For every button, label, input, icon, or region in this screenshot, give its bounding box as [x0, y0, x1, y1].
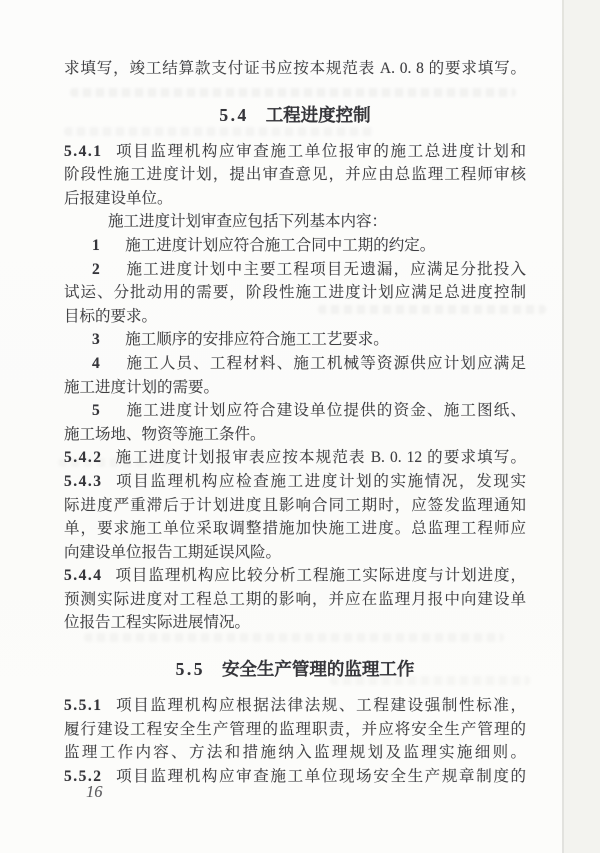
- line-text: 施工进度计划应符合建设单位提供的资金、施工图纸、: [125, 402, 526, 420]
- text-line: [64, 423, 526, 447]
- clause-number: 5.4.4: [64, 567, 103, 585]
- line-text: 项目监理机构应审查施工单位现场安全生产规章制度的: [114, 767, 526, 785]
- line-text: 项目监理机构应比较分析工程施工实际进度与计划进度，: [114, 567, 526, 585]
- line-text: 试运、分批动用的需要，阶段性施工进度计划应满足总进度控制: [64, 284, 526, 302]
- text-line: [64, 328, 526, 352]
- line-text: 项目监理机构应审查施工单位报审的施工总进度计划和: [114, 142, 526, 160]
- text-line: [64, 564, 526, 588]
- line-text: 目标的要求。: [64, 307, 158, 325]
- page-edge-strip: [564, 0, 600, 853]
- text-line: [64, 494, 526, 518]
- heading-title: 安全生产管理的监理工作: [221, 659, 415, 680]
- line-text: 施工人员、工程材料、施工机械等资源供应计划应满足: [125, 354, 526, 372]
- text-line: [64, 399, 526, 423]
- line-text: 后报建设单位。: [64, 189, 173, 207]
- text-line: [64, 446, 526, 470]
- line-text: 阶段性施工进度计划，提出审查意见，并应由总监理工程师审核: [64, 166, 526, 184]
- text-line: [64, 352, 526, 376]
- line-text: 向建设单位报告工期延误风险。: [64, 543, 282, 561]
- text-line: [64, 57, 526, 81]
- clause-number: 5.4.2: [64, 449, 103, 467]
- text-line: [64, 694, 526, 718]
- line-text: 施工进度计划应符合施工合同中工期的约定。: [125, 236, 436, 254]
- page-edge-line: [562, 0, 564, 853]
- clause-number: 5.5.1: [64, 697, 103, 715]
- line-text: 监理工作内容、方法和措施纳入监理规划及监理实施细则。: [64, 744, 526, 762]
- section-heading: [64, 657, 526, 681]
- heading-number: 5.4: [219, 104, 249, 125]
- line-text: 施工进度计划报审表应按本规范表 B. 0. 12 的要求填写。: [114, 449, 526, 467]
- line-text: 施工顺序的安排应符合施工工艺要求。: [125, 331, 389, 349]
- text-line: [64, 281, 526, 305]
- line-text: 施工进度计划的需要。: [64, 378, 220, 396]
- text-line: [64, 588, 526, 612]
- text-line: [64, 234, 526, 258]
- page-body: [64, 57, 526, 788]
- line-text: 际进度严重滞后于计划进度且影响合同工期时，应签发监理通知: [64, 496, 526, 514]
- clause-number: 5.5.2: [64, 767, 103, 785]
- section-heading: [64, 103, 526, 127]
- line-text: 单，要求施工单位采取调整措施加快施工进度。总监理工程师应: [64, 520, 526, 538]
- text-line: [64, 376, 526, 400]
- text-line: [64, 305, 526, 329]
- clause-number: 5.4.1: [64, 142, 103, 160]
- page-number: 16: [86, 782, 103, 801]
- item-number: 4: [92, 354, 102, 372]
- text-line: [64, 470, 526, 494]
- line-text: 履行建设工程安全生产管理的监理职责，并应将安全生产管理的: [64, 720, 526, 738]
- line-text: 施工场地、物资等施工条件。: [64, 425, 266, 443]
- item-number: 2: [92, 260, 102, 278]
- line-text: 施工进度计划审查应包括下列基本内容：: [108, 213, 388, 231]
- line-text: 施工进度计划中主要工程项目无遗漏，应满足分批投入: [125, 260, 526, 278]
- text-line: [64, 541, 526, 565]
- text-line: [64, 517, 526, 541]
- text-line: [64, 741, 526, 765]
- text-line: [64, 163, 526, 187]
- text-line: [64, 140, 526, 164]
- text-line: [64, 765, 526, 789]
- text-line: [64, 187, 526, 211]
- item-number: 5: [92, 402, 102, 420]
- item-number: 1: [92, 236, 102, 254]
- text-line: [64, 611, 526, 635]
- clause-number: 5.4.3: [64, 472, 103, 490]
- line-text: 预测实际进度对工程总工期的影响，并应在监理月报中向建设单: [64, 590, 526, 608]
- line-text: 位报告工程实际进展情况。: [64, 614, 251, 632]
- text-line: [64, 718, 526, 742]
- line-text: 项目监理机构应根据法律法规、工程建设强制性标准，: [114, 697, 526, 715]
- heading-title: 工程进度控制: [265, 104, 371, 125]
- heading-number: 5.5: [175, 659, 205, 680]
- line-text: 项目监理机构应检查施工进度计划的实施情况，发现实: [114, 472, 526, 490]
- line-text: 求填写，竣工结算款支付证书应按本规范表 A. 0. 8 的要求填写。: [64, 60, 526, 77]
- text-line: [64, 210, 526, 234]
- item-number: 3: [92, 331, 102, 349]
- text-line: [64, 258, 526, 282]
